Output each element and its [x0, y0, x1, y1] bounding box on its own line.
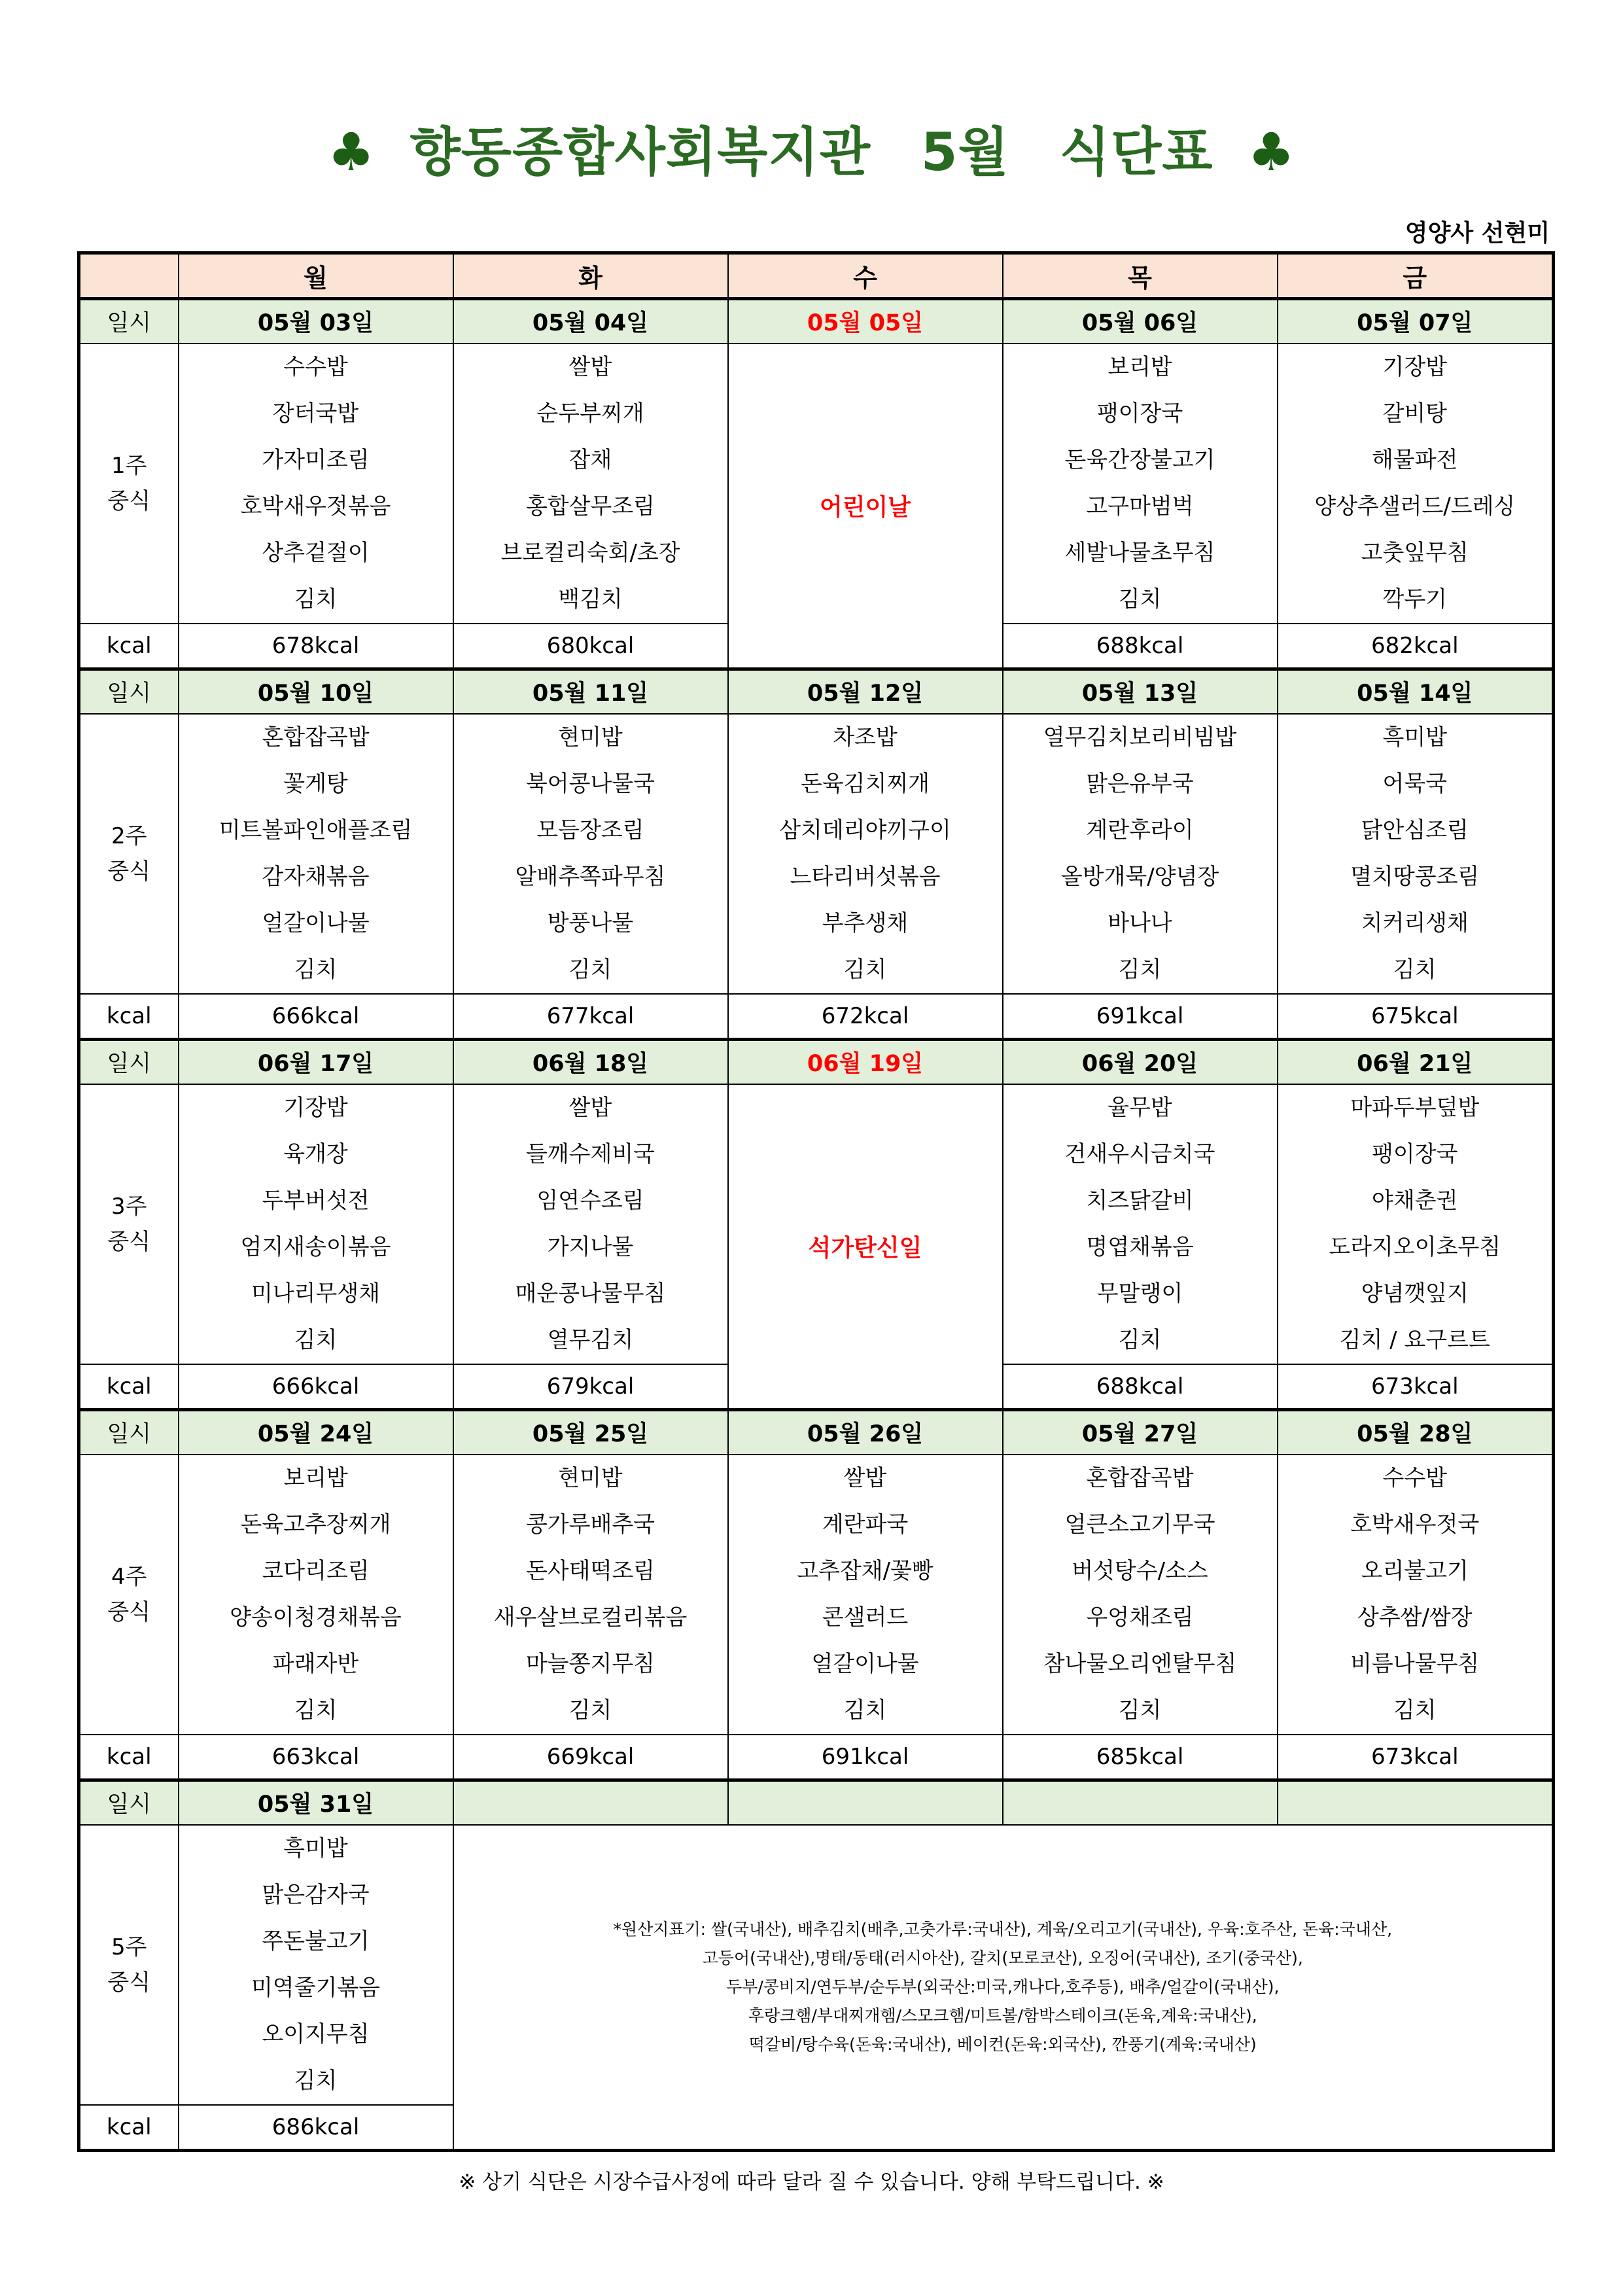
menu-cell [179, 1825, 453, 2105]
date-cell: 06월 19일 [728, 1040, 1003, 1084]
menu-item: 닭안심조림 [1361, 817, 1469, 843]
menu-item: 혼합잡곡밥 [1086, 1464, 1194, 1491]
page-title [0, 110, 1623, 185]
menu-item: 비름나물무침 [1350, 1650, 1480, 1677]
menu-item: 브로컬리숙회/초장 [500, 539, 680, 566]
menu-item: 양상추샐러드/드레싱 [1314, 493, 1516, 520]
menu-item: 마파두부덮밥 [1350, 1094, 1480, 1121]
date-cell: 05월 26일 [728, 1410, 1003, 1455]
menu-item: 김치 [294, 1326, 338, 1353]
date-cell: 06월 18일 [453, 1040, 728, 1084]
kcal-cell: 686kcal [179, 2105, 453, 2151]
kcal-cell: 673kcal [1278, 1735, 1554, 1780]
origin-line: 두부/콩비지/연두부/순두부(외국산:미국,캐나다,호주등), 배추/얼갈이(국내산), [726, 1977, 1280, 1996]
kcal-cell: 685kcal [1003, 1735, 1278, 1780]
menu-item: 열무김치보리비빔밥 [1043, 724, 1237, 751]
date-row-label: 일시 [79, 669, 179, 714]
menu-item: 계란후라이 [1086, 817, 1194, 843]
week-label [79, 1455, 179, 1735]
menu-item: 호박새우젓국 [1350, 1511, 1480, 1538]
menu-item: 보리밥 [1108, 353, 1172, 380]
kcal-cell: 669kcal [453, 1735, 728, 1780]
date-row [79, 1040, 1554, 1084]
date-cell: 05월 27일 [1003, 1410, 1278, 1455]
week-number: 5주 [111, 1934, 147, 1960]
menu-item: 파래자반 [272, 1650, 359, 1677]
menu-item: 엄지새송이볶음 [240, 1233, 391, 1260]
kcal-cell: 666kcal [179, 1364, 453, 1410]
menu-item: 무말랭이 [1096, 1280, 1183, 1307]
kcal-cell: 675kcal [1278, 994, 1554, 1040]
date-cell: 06월 21일 [1278, 1040, 1554, 1084]
menu-cell [453, 1455, 728, 1735]
menu-cell [728, 714, 1003, 994]
meal-type: 중식 [107, 487, 151, 514]
holiday-cell: 어린이날 [728, 344, 1003, 669]
menu-item: 도라지오이초무침 [1329, 1233, 1501, 1260]
kcal-cell: 673kcal [1278, 1364, 1554, 1410]
date-row-label: 일시 [79, 1780, 179, 1825]
day-header-row [79, 253, 1554, 299]
menu-item: 깍두기 [1382, 586, 1448, 612]
day-header: 금 [1278, 253, 1554, 299]
date-row [79, 1410, 1554, 1455]
week-number: 1주 [111, 452, 147, 479]
title-org: 향동종합사회복지관 [410, 122, 871, 183]
date-cell: 05월 31일 [179, 1780, 453, 1825]
date-row-label: 일시 [79, 1040, 179, 1084]
menu-row [79, 1084, 1554, 1364]
kcal-cell: 678kcal [179, 624, 453, 669]
menu-item: 보리밥 [283, 1464, 348, 1491]
kcal-cell: 691kcal [1003, 994, 1278, 1040]
menu-item: 김치 [843, 1697, 887, 1723]
menu-item: 흑미밥 [283, 1835, 348, 1862]
menu-row [79, 1825, 1554, 2105]
menu-item: 기장밥 [283, 1094, 348, 1121]
menu-item: 오이지무침 [262, 2021, 370, 2047]
menu-item: 차조밥 [833, 724, 898, 751]
date-cell: 05월 10일 [179, 669, 453, 714]
menu-item: 고춧잎무침 [1361, 539, 1469, 566]
menu-item: 얼큰소고기무국 [1064, 1511, 1215, 1538]
menu-item: 미나리무생채 [251, 1280, 381, 1307]
menu-item: 감자채볶음 [262, 863, 370, 890]
menu-item: 김치 [1118, 1697, 1162, 1723]
week-label [79, 714, 179, 994]
meal-type: 중식 [107, 1598, 151, 1625]
menu-item: 콘샐러드 [822, 1604, 909, 1631]
kcal-label: kcal [79, 1364, 179, 1410]
menu-item: 삼치데리야끼구이 [779, 817, 951, 843]
menu-item: 김치 [1393, 1697, 1437, 1723]
kcal-cell: 666kcal [179, 994, 453, 1040]
menu-cell [1003, 344, 1278, 624]
menu-item: 김치 [294, 1697, 338, 1723]
menu-item: 치즈닭갈비 [1086, 1187, 1194, 1214]
menu-item: 고구마범벅 [1086, 493, 1194, 520]
date-row-label: 일시 [79, 1410, 179, 1455]
origin-line: 후랑크햄/부대찌개햄/스모크햄/미트볼/함박스테이크(돈육,계육:국내산), [748, 2005, 1257, 2025]
kcal-label: kcal [79, 624, 179, 669]
menu-item: 김치 [294, 2067, 338, 2094]
menu-cell [179, 344, 453, 624]
menu-item: 현미밥 [558, 724, 623, 751]
menu-item: 쌀밥 [843, 1464, 887, 1491]
menu-item: 알배추쪽파무침 [515, 863, 666, 890]
date-cell [453, 1780, 728, 1825]
menu-item: 어묵국 [1382, 770, 1448, 797]
menu-item: 김치 [1118, 956, 1162, 983]
kcal-cell: 672kcal [728, 994, 1003, 1040]
day-header: 수 [728, 253, 1003, 299]
menu-item: 부추생채 [822, 910, 909, 936]
menu-item: 명엽채볶음 [1086, 1233, 1194, 1260]
kcal-cell: 663kcal [179, 1735, 453, 1780]
menu-cell [1278, 344, 1554, 624]
menu-item: 현미밥 [558, 1464, 623, 1491]
origin-line: 고등어(국내산),명태/동태(러시아산), 갈치(모로코산), 오징어(국내산), 조기(중국산), [702, 1948, 1303, 1968]
menu-item: 고추잡채/꽃빵 [797, 1557, 934, 1584]
menu-item: 바나나 [1108, 910, 1172, 936]
date-cell: 05월 13일 [1003, 669, 1278, 714]
date-cell [728, 1780, 1003, 1825]
origin-line: *원산지표기: 쌀(국내산), 배추김치(배추,고춧가루:국내산), 계육/오리고기(국내산), 우육:호주산, 돈육:국내산, [613, 1919, 1393, 1939]
kcal-cell: 677kcal [453, 994, 728, 1040]
menu-cell [1278, 714, 1554, 994]
kcal-label: kcal [79, 994, 179, 1040]
menu-item: 홍합살무조림 [525, 493, 655, 520]
menu-item: 미트볼파인애플조림 [218, 817, 413, 843]
menu-item: 올방개묵/양념장 [1060, 863, 1219, 890]
header-corner [79, 253, 179, 299]
meal-type: 중식 [107, 858, 151, 885]
menu-item: 들깨수제비국 [525, 1140, 655, 1167]
menu-cell [1003, 1455, 1278, 1735]
kcal-cell: 691kcal [728, 1735, 1003, 1780]
menu-item: 돈육김치찌개 [800, 770, 930, 797]
kcal-row [79, 1735, 1554, 1780]
date-row [79, 669, 1554, 714]
menu-item: 팽이장국 [1096, 400, 1183, 427]
menu-item: 세발나물초무침 [1064, 539, 1215, 566]
kcal-label: kcal [79, 2105, 179, 2151]
menu-cell [453, 1084, 728, 1364]
title-month: 5월 [920, 122, 1009, 183]
date-cell [1278, 1780, 1554, 1825]
menu-item: 매운콩나물무침 [515, 1280, 666, 1307]
menu-item: 순두부찌개 [536, 400, 644, 427]
date-cell: 05월 24일 [179, 1410, 453, 1455]
footer-note: ※ 상기 식단은 시장수급사정에 따라 달라 질 수 있습니다. 양해 부탁드립니다. ※ [459, 2170, 1164, 2194]
menu-item: 건새우시금치국 [1064, 1140, 1215, 1167]
menu-item: 꽃게탕 [283, 770, 348, 797]
week-number: 2주 [111, 822, 147, 849]
menu-item: 해물파전 [1372, 446, 1458, 473]
menu-item: 상추겉절이 [262, 539, 370, 566]
origin-notice [453, 1825, 1554, 2151]
menu-item: 기장밥 [1382, 353, 1448, 380]
menu-item: 모듬장조림 [536, 817, 644, 843]
date-cell: 05월 12일 [728, 669, 1003, 714]
menu-item: 가지나물 [547, 1233, 634, 1260]
menu-item: 김치 [1393, 956, 1437, 983]
menu-cell [1278, 1084, 1554, 1364]
menu-row [79, 714, 1554, 994]
date-cell: 05월 03일 [179, 299, 453, 344]
menu-item: 북어콩나물국 [525, 770, 655, 797]
kcal-cell: 679kcal [453, 1364, 728, 1410]
menu-item: 얼갈이나물 [811, 1650, 919, 1677]
club-icon: ♣ [1248, 122, 1296, 183]
kcal-row [79, 994, 1554, 1040]
week-label [79, 344, 179, 624]
title-word: 식단표 [1059, 122, 1213, 183]
menu-cell [179, 1084, 453, 1364]
menu-cell [453, 344, 728, 624]
menu-item: 백김치 [558, 586, 623, 612]
menu-item: 호박새우젓볶음 [240, 493, 391, 520]
menu-item: 멸치땅콩조림 [1350, 863, 1480, 890]
menu-item: 방풍나물 [547, 910, 634, 936]
menu-item: 김치 [568, 956, 612, 983]
menu-item: 미역줄기볶음 [251, 1974, 381, 2001]
kcal-cell: 688kcal [1003, 624, 1278, 669]
menu-item: 가자미조림 [262, 446, 370, 473]
menu-item: 양념깻잎지 [1361, 1280, 1469, 1307]
date-row [79, 299, 1554, 344]
menu-row [79, 1455, 1554, 1735]
date-cell: 05월 06일 [1003, 299, 1278, 344]
menu-item: 느타리버섯볶음 [790, 863, 941, 890]
menu-item: 육개장 [283, 1140, 348, 1167]
menu-cell [1003, 714, 1278, 994]
menu-item: 혼합잡곡밥 [262, 724, 370, 751]
menu-item: 콩가루배추국 [525, 1511, 655, 1538]
date-row-label: 일시 [79, 299, 179, 344]
date-cell: 06월 20일 [1003, 1040, 1278, 1084]
menu-item: 새우살브로컬리볶음 [493, 1604, 688, 1631]
menu-item: 야채춘권 [1372, 1187, 1458, 1214]
week-number: 3주 [111, 1193, 147, 1220]
nutritionist-label: 영양사 선현미 [1405, 220, 1550, 247]
menu-item: 장터국밥 [272, 400, 359, 427]
menu-item: 김치 [1118, 1326, 1162, 1353]
date-cell: 05월 11일 [453, 669, 728, 714]
kcal-label: kcal [79, 1735, 179, 1780]
date-cell: 05월 07일 [1278, 299, 1554, 344]
menu-item: 마늘쫑지무침 [525, 1650, 655, 1677]
menu-item: 수수밥 [283, 353, 348, 380]
menu-item: 오리불고기 [1361, 1557, 1469, 1584]
day-header: 월 [179, 253, 453, 299]
menu-item: 김치 [294, 956, 338, 983]
menu-item: 흑미밥 [1382, 724, 1448, 751]
meal-type: 중식 [107, 1228, 151, 1255]
menu-item: 돈사태떡조림 [525, 1557, 655, 1584]
kcal-cell: 688kcal [1003, 1364, 1278, 1410]
day-header: 화 [453, 253, 728, 299]
menu-item: 쌀밥 [568, 1094, 612, 1121]
menu-item: 갈비탕 [1382, 400, 1448, 427]
menu-item: 상추쌈/쌈장 [1357, 1604, 1473, 1631]
menu-item: 열무김치 [547, 1326, 634, 1353]
date-cell: 05월 04일 [453, 299, 728, 344]
menu-cell [1278, 1455, 1554, 1735]
menu-item: 팽이장국 [1372, 1140, 1458, 1167]
menu-item: 얼갈이나물 [262, 910, 370, 936]
menu-item: 돈육간장불고기 [1064, 446, 1215, 473]
week-label [79, 1084, 179, 1364]
menu-item: 율무밥 [1108, 1094, 1172, 1121]
menu-item: 계란파국 [822, 1511, 909, 1538]
menu-table [77, 251, 1555, 2152]
menu-item: 참나물오리엔탈무침 [1043, 1650, 1237, 1677]
menu-item: 쭈돈불고기 [262, 1928, 370, 1954]
menu-item: 양송이청경채볶음 [230, 1604, 402, 1631]
date-cell: 05월 28일 [1278, 1410, 1554, 1455]
menu-item: 맑은감자국 [262, 1881, 370, 1908]
day-header: 목 [1003, 253, 1278, 299]
date-cell: 05월 05일 [728, 299, 1003, 344]
menu-item: 김치 [294, 586, 338, 612]
menu-item: 김치 [568, 1697, 612, 1723]
menu-item: 코다리조림 [262, 1557, 370, 1584]
kcal-cell: 680kcal [453, 624, 728, 669]
menu-item: 김치 [843, 956, 887, 983]
date-cell: 06월 17일 [179, 1040, 453, 1084]
menu-row [79, 344, 1554, 624]
holiday-cell: 석가탄신일 [728, 1084, 1003, 1410]
date-cell [1003, 1780, 1278, 1825]
menu-cell [179, 714, 453, 994]
menu-item: 수수밥 [1382, 1464, 1448, 1491]
menu-item: 김치 [1118, 586, 1162, 612]
date-cell: 05월 25일 [453, 1410, 728, 1455]
menu-item: 맑은유부국 [1086, 770, 1194, 797]
menu-item: 김치 / 요구르트 [1339, 1326, 1490, 1353]
week-number: 4주 [111, 1563, 147, 1590]
origin-line: 떡갈비/탕수육(돈육:국내산), 베이컨(돈육:외국산), 깐풍기(계육:국내산) [748, 2034, 1257, 2054]
menu-cell [1003, 1084, 1278, 1364]
menu-item: 두부버섯전 [262, 1187, 370, 1214]
club-icon: ♣ [327, 122, 375, 183]
menu-cell [453, 714, 728, 994]
menu-cell [179, 1455, 453, 1735]
date-row [79, 1780, 1554, 1825]
menu-item: 버섯탕수/소스 [1072, 1557, 1208, 1584]
menu-item: 잡채 [568, 446, 612, 473]
menu-item: 돈육고추장찌개 [240, 1511, 391, 1538]
menu-item: 우엉채조림 [1086, 1604, 1194, 1631]
kcal-cell: 682kcal [1278, 624, 1554, 669]
menu-item: 쌀밥 [568, 353, 612, 380]
menu-cell [728, 1455, 1003, 1735]
menu-item: 치커리생채 [1361, 910, 1469, 936]
week-label [79, 1825, 179, 2105]
meal-type: 중식 [107, 1969, 151, 1996]
date-cell: 05월 14일 [1278, 669, 1554, 714]
menu-item: 임연수조림 [536, 1187, 644, 1214]
